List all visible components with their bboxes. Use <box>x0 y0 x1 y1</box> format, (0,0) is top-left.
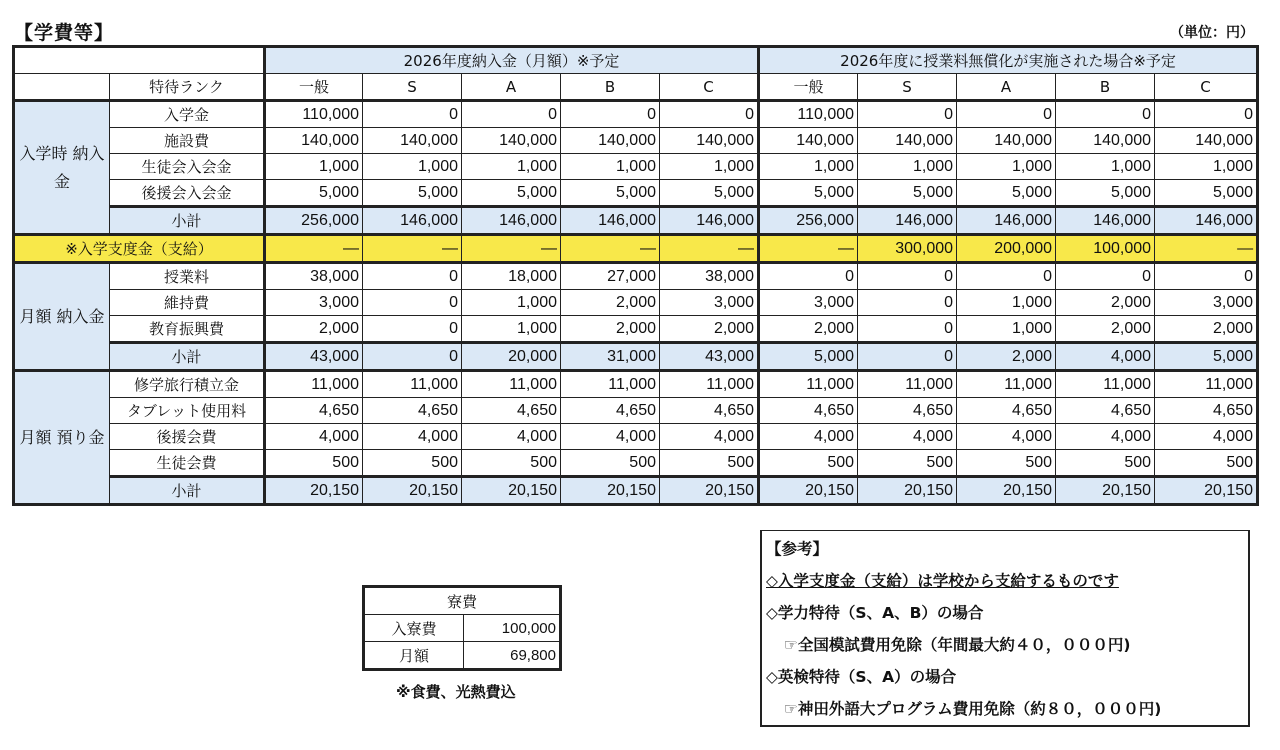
value-cell: 20,150 <box>265 477 363 505</box>
value-cell: 146,000 <box>957 207 1056 235</box>
value-cell: 5,000 <box>1155 180 1258 207</box>
value-cell: 2,000 <box>265 316 363 343</box>
table-row <box>14 316 1258 343</box>
value-cell: 110,000 <box>265 101 363 128</box>
value-cell: 500 <box>759 450 858 477</box>
value-cell: 31,000 <box>561 343 660 371</box>
value-cell: 20,150 <box>561 477 660 505</box>
row-label: 入学金 <box>110 101 265 128</box>
value-cell: 5,000 <box>660 180 759 207</box>
section-monthly: 月額 納入金 <box>14 263 110 371</box>
value-cell: 0 <box>957 101 1056 128</box>
value-cell: 140,000 <box>759 128 858 154</box>
value-cell: 500 <box>858 450 957 477</box>
group-header-free: 2026年度に授業料無償化が実施された場合※予定 <box>759 47 1258 74</box>
value-cell: 0 <box>1155 263 1258 290</box>
group-header-2026: 2026年度納入金（月額）※予定 <box>265 47 759 74</box>
value-cell: 20,150 <box>660 477 759 505</box>
value-cell: 43,000 <box>265 343 363 371</box>
row-label: 後援会入会金 <box>110 180 265 207</box>
value-cell: 2,000 <box>660 316 759 343</box>
value-cell: 11,000 <box>759 371 858 398</box>
row-label: 後援会費 <box>110 424 265 450</box>
value-cell: 5,000 <box>759 180 858 207</box>
value-cell: 20,150 <box>858 477 957 505</box>
value-cell: 38,000 <box>660 263 759 290</box>
table-row <box>14 207 1258 235</box>
rank-label: 特待ランク <box>110 74 265 101</box>
value-cell: 11,000 <box>265 371 363 398</box>
value-cell: — <box>363 235 462 263</box>
table-row <box>14 398 1258 424</box>
value-cell: 4,000 <box>759 424 858 450</box>
value-cell: 5,000 <box>265 180 363 207</box>
row-label: 小計 <box>110 477 265 505</box>
reference-heading: 【参考】 <box>766 540 829 558</box>
value-cell: 4,650 <box>265 398 363 424</box>
value-cell: 3,000 <box>265 290 363 316</box>
value-cell: 0 <box>858 316 957 343</box>
value-cell: 20,150 <box>1056 477 1155 505</box>
row-label: 授業料 <box>110 263 265 290</box>
value-cell: 146,000 <box>561 207 660 235</box>
value-cell: 0 <box>858 101 957 128</box>
value-cell: 500 <box>957 450 1056 477</box>
table-row <box>14 180 1258 207</box>
value-cell: 500 <box>1056 450 1155 477</box>
value-cell: 18,000 <box>462 263 561 290</box>
rank-header: 一般 <box>265 74 363 101</box>
value-cell: 20,150 <box>1155 477 1258 505</box>
value-cell: — <box>561 235 660 263</box>
fees-table <box>12 45 1259 506</box>
dorm-fee-table <box>362 585 562 671</box>
value-cell: 146,000 <box>462 207 561 235</box>
value-cell: 0 <box>858 263 957 290</box>
value-cell: 0 <box>363 290 462 316</box>
value-cell: 4,000 <box>363 424 462 450</box>
rank-header: A <box>957 74 1056 101</box>
value-cell: 11,000 <box>957 371 1056 398</box>
value-cell: 140,000 <box>265 128 363 154</box>
value-cell: 2,000 <box>957 343 1056 371</box>
rank-header-row <box>14 74 1258 101</box>
rank-header: S <box>858 74 957 101</box>
value-cell: 146,000 <box>1056 207 1155 235</box>
value-cell: 27,000 <box>561 263 660 290</box>
table-row <box>14 371 1258 398</box>
value-cell: 140,000 <box>462 128 561 154</box>
row-label: 生徒会費 <box>110 450 265 477</box>
dorm-entry-value: 100,000 <box>464 615 561 642</box>
value-cell: 0 <box>957 263 1056 290</box>
dorm-note: ※食費、光熱費込 <box>396 683 516 701</box>
value-cell: 4,650 <box>1155 398 1258 424</box>
value-cell: 5,000 <box>363 180 462 207</box>
value-cell: 11,000 <box>858 371 957 398</box>
value-cell: 1,000 <box>1056 154 1155 180</box>
value-cell: 1,000 <box>265 154 363 180</box>
value-cell: 110,000 <box>759 101 858 128</box>
dorm-monthly-label: 月額 <box>364 642 464 670</box>
value-cell: 146,000 <box>363 207 462 235</box>
value-cell: 256,000 <box>759 207 858 235</box>
value-cell: 3,000 <box>660 290 759 316</box>
rank-header: B <box>561 74 660 101</box>
value-cell: 11,000 <box>561 371 660 398</box>
rank-header: A <box>462 74 561 101</box>
reference-line-3: ☞全国模試費用免除（年間最大約４０，０００円) <box>784 636 1131 654</box>
row-label: 生徒会入会金 <box>110 154 265 180</box>
value-cell: — <box>1155 235 1258 263</box>
value-cell: 0 <box>660 101 759 128</box>
value-cell: 1,000 <box>561 154 660 180</box>
value-cell: 4,650 <box>858 398 957 424</box>
value-cell: 4,650 <box>957 398 1056 424</box>
value-cell: 11,000 <box>462 371 561 398</box>
value-cell: 11,000 <box>1056 371 1155 398</box>
value-cell: 2,000 <box>759 316 858 343</box>
row-label: 教育振興費 <box>110 316 265 343</box>
value-cell: 0 <box>363 101 462 128</box>
value-cell: 140,000 <box>660 128 759 154</box>
rank-header: S <box>363 74 462 101</box>
dorm-title: 寮費 <box>364 587 561 615</box>
value-cell: 0 <box>759 263 858 290</box>
value-cell: 146,000 <box>858 207 957 235</box>
value-cell: 4,650 <box>363 398 462 424</box>
row-label: 維持費 <box>110 290 265 316</box>
value-cell: 5,000 <box>759 343 858 371</box>
unit-label: （単位：円） <box>1170 25 1254 41</box>
value-cell: 140,000 <box>1056 128 1155 154</box>
value-cell: — <box>265 235 363 263</box>
value-cell: 4,000 <box>561 424 660 450</box>
value-cell: 140,000 <box>561 128 660 154</box>
reference-line-2: ◇学力特待（S、A、B）の場合 <box>766 604 984 622</box>
rank-header: 一般 <box>759 74 858 101</box>
group-header-row <box>14 47 1258 74</box>
value-cell: 11,000 <box>1155 371 1258 398</box>
table-row <box>14 263 1258 290</box>
table-row <box>14 101 1258 128</box>
value-cell: 146,000 <box>1155 207 1258 235</box>
value-cell: 140,000 <box>363 128 462 154</box>
value-cell: 0 <box>363 343 462 371</box>
value-cell: 2,000 <box>1155 316 1258 343</box>
value-cell: 0 <box>858 290 957 316</box>
value-cell: 200,000 <box>957 235 1056 263</box>
value-cell: 1,000 <box>660 154 759 180</box>
value-cell: 0 <box>462 101 561 128</box>
table-row <box>14 235 1258 263</box>
value-cell: 3,000 <box>1155 290 1258 316</box>
value-cell: 4,650 <box>759 398 858 424</box>
value-cell: 140,000 <box>858 128 957 154</box>
value-cell: 0 <box>363 316 462 343</box>
value-cell: 20,150 <box>759 477 858 505</box>
value-cell: 5,000 <box>1056 180 1155 207</box>
value-cell: 5,000 <box>561 180 660 207</box>
reference-line-5: ☞神田外語大プログラム費用免除（約８０，０００円) <box>784 700 1162 718</box>
value-cell: 4,000 <box>957 424 1056 450</box>
value-cell: 500 <box>363 450 462 477</box>
value-cell: 11,000 <box>660 371 759 398</box>
row-label: タブレット使用料 <box>110 398 265 424</box>
value-cell: 1,000 <box>462 316 561 343</box>
value-cell: 0 <box>1056 263 1155 290</box>
section-entry: 入学時 納入金 <box>14 101 110 235</box>
table-row <box>14 424 1258 450</box>
value-cell: — <box>462 235 561 263</box>
value-cell: 43,000 <box>660 343 759 371</box>
value-cell: 1,000 <box>858 154 957 180</box>
reference-box <box>760 530 1250 727</box>
value-cell: 4,000 <box>660 424 759 450</box>
blank-cell <box>14 74 110 101</box>
table-row <box>14 154 1258 180</box>
value-cell: 38,000 <box>265 263 363 290</box>
value-cell: 4,000 <box>1056 343 1155 371</box>
value-cell: 4,000 <box>1155 424 1258 450</box>
value-cell: 1,000 <box>462 290 561 316</box>
rank-header: C <box>1155 74 1258 101</box>
value-cell: 1,000 <box>957 316 1056 343</box>
value-cell: 1,000 <box>957 154 1056 180</box>
value-cell: 20,150 <box>957 477 1056 505</box>
value-cell: 500 <box>1155 450 1258 477</box>
reference-line-4: ◇英検特待（S、A）の場合 <box>766 668 957 686</box>
value-cell: 1,000 <box>957 290 1056 316</box>
value-cell: 1,000 <box>759 154 858 180</box>
table-row <box>14 343 1258 371</box>
value-cell: 500 <box>660 450 759 477</box>
table-row <box>14 450 1258 477</box>
value-cell: 20,000 <box>462 343 561 371</box>
value-cell: 20,150 <box>363 477 462 505</box>
value-cell: 1,000 <box>462 154 561 180</box>
value-cell: 20,150 <box>462 477 561 505</box>
value-cell: 146,000 <box>660 207 759 235</box>
value-cell: 5,000 <box>858 180 957 207</box>
value-cell: 4,650 <box>561 398 660 424</box>
row-label: 小計 <box>110 343 265 371</box>
value-cell: 100,000 <box>1056 235 1155 263</box>
section-deposit: 月額 預り金 <box>14 371 110 505</box>
value-cell: 500 <box>265 450 363 477</box>
rank-header: C <box>660 74 759 101</box>
value-cell: 4,650 <box>660 398 759 424</box>
corner-cell <box>14 47 265 74</box>
table-row <box>14 477 1258 505</box>
value-cell: 0 <box>363 263 462 290</box>
value-cell: 0 <box>561 101 660 128</box>
value-cell: — <box>759 235 858 263</box>
value-cell: 5,000 <box>462 180 561 207</box>
value-cell: 4,000 <box>1056 424 1155 450</box>
row-label: 修学旅行積立金 <box>110 371 265 398</box>
value-cell: 0 <box>1155 101 1258 128</box>
row-label: ※入学支度金（支給） <box>14 235 265 263</box>
value-cell: 4,650 <box>1056 398 1155 424</box>
value-cell: 5,000 <box>957 180 1056 207</box>
value-cell: 5,000 <box>1155 343 1258 371</box>
value-cell: 4,650 <box>462 398 561 424</box>
value-cell: 500 <box>561 450 660 477</box>
dorm-monthly-value: 69,800 <box>464 642 561 670</box>
value-cell: 4,000 <box>462 424 561 450</box>
value-cell: 4,000 <box>265 424 363 450</box>
dorm-entry-label: 入寮費 <box>364 615 464 642</box>
value-cell: — <box>660 235 759 263</box>
row-label: 施設費 <box>110 128 265 154</box>
value-cell: 2,000 <box>1056 290 1155 316</box>
value-cell: 2,000 <box>1056 316 1155 343</box>
value-cell: 140,000 <box>957 128 1056 154</box>
value-cell: 11,000 <box>363 371 462 398</box>
value-cell: 300,000 <box>858 235 957 263</box>
value-cell: 3,000 <box>759 290 858 316</box>
reference-line-1: ◇入学支度金（支給）は学校から支給するものです <box>766 572 1119 590</box>
rank-header: B <box>1056 74 1155 101</box>
value-cell: 500 <box>462 450 561 477</box>
value-cell: 0 <box>1056 101 1155 128</box>
page-title: 【学費等】 <box>14 22 115 44</box>
value-cell: 1,000 <box>363 154 462 180</box>
value-cell: 2,000 <box>561 316 660 343</box>
table-row <box>14 290 1258 316</box>
value-cell: 1,000 <box>1155 154 1258 180</box>
value-cell: 256,000 <box>265 207 363 235</box>
value-cell: 140,000 <box>1155 128 1258 154</box>
table-row <box>14 128 1258 154</box>
value-cell: 2,000 <box>561 290 660 316</box>
row-label: 小計 <box>110 207 265 235</box>
value-cell: 0 <box>858 343 957 371</box>
value-cell: 4,000 <box>858 424 957 450</box>
